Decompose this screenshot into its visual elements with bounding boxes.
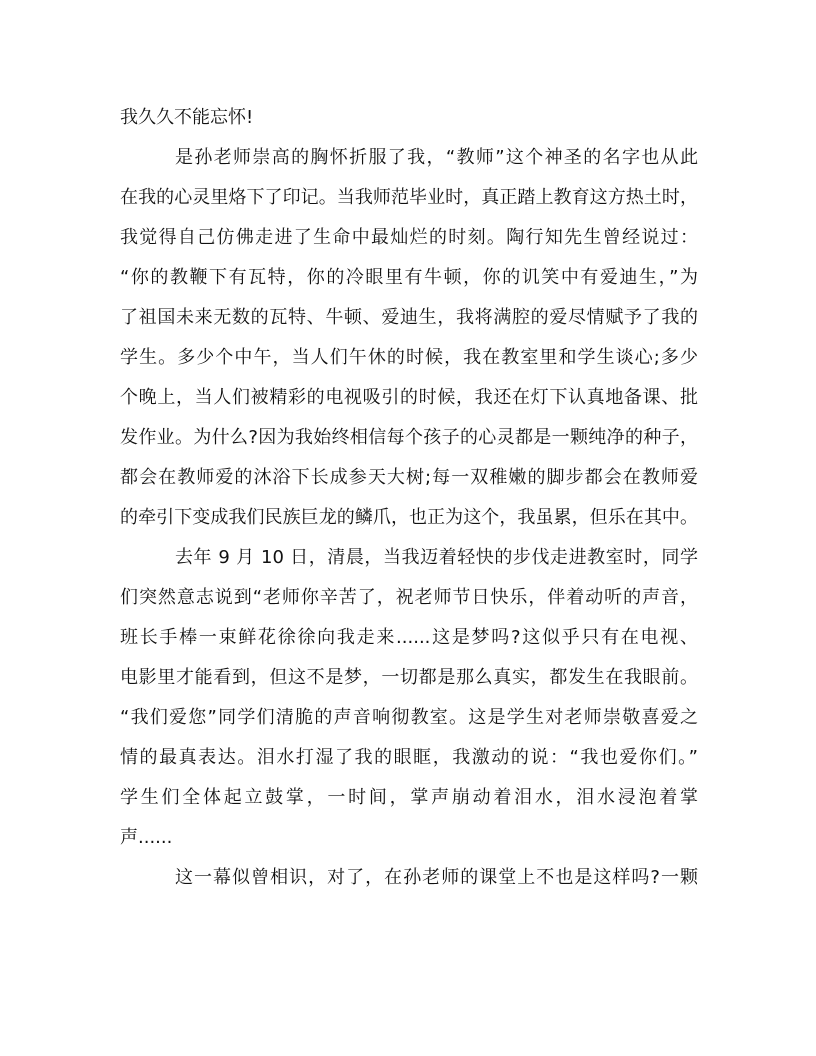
text-line-18: 学生们全体起立鼓掌，一时间，掌声崩动着泪水，泪水浸泡着掌: [120, 787, 698, 808]
text-line-4: 我觉得自己仿佛走进了生命中最灿烂的时刻。陶行知先生曾经说过：: [120, 227, 698, 248]
text-line-2: 是孙老师崇高的胸怀折服了我，“教师”这个神圣的名字也从此: [175, 147, 698, 168]
text-line-13: 们突然意志说到“老师你辛苦了，祝老师节日快乐，伴着动听的声音，: [120, 587, 698, 608]
text-line-17: 情的最真表达。泪水打湿了我的眼眶，我激动的说：“我也爱你们。”: [120, 747, 698, 768]
text-line-20: 这一幕似曾相识，对了，在孙老师的课堂上不也是这样吗?一颗: [175, 867, 698, 888]
text-line-14: 班长手棒一束鲜花徐徐向我走来......这是梦吗?这似乎只有在电视、: [120, 627, 698, 648]
text-line-12: 去年 9 月 10 日，清晨，当我迈着轻快的步伐走进教室时，同学: [175, 547, 698, 568]
text-line-3: 在我的心灵里烙下了印记。当我师范毕业时，真正踏上教育这方热土时，: [120, 187, 698, 208]
text-line-8: 个晚上，当人们被精彩的电视吸引的时候，我还在灯下认真地备课、批: [120, 387, 698, 408]
text-line-6: 了祖国未来无数的瓦特、牛顿、爱迪生，我将满腔的爱尽情赋予了我的: [120, 307, 698, 328]
text-line-16: “我们爱您”同学们清脆的声音响彻教室。这是学生对老师崇敬喜爱之: [120, 707, 698, 728]
text-line-19: 声......: [120, 827, 173, 848]
text-line-9: 发作业。为什么?因为我始终相信每个孩子的心灵都是一颗纯净的种子，: [120, 427, 698, 448]
text-line-11: 的牵引下变成我们民族巨龙的鳞爪，也正为这个，我虽累，但乐在其中。: [120, 507, 698, 528]
text-line-15: 电影里才能看到，但这不是梦，一切都是那么真实，都发生在我眼前。: [120, 667, 698, 688]
text-line-1: 我久久不能忘怀!: [120, 107, 254, 128]
text-line-5: “你的教鞭下有瓦特，你的冷眼里有牛顿，你的讥笑中有爱迪生，”为: [120, 267, 698, 288]
text-line-10: 都会在教师爱的沐浴下长成参天大树;每一双稚嫩的脚步都会在教师爱: [120, 467, 698, 488]
text-line-7: 学生。多少个中午，当人们午休的时候，我在教室里和学生谈心;多少: [120, 347, 698, 368]
